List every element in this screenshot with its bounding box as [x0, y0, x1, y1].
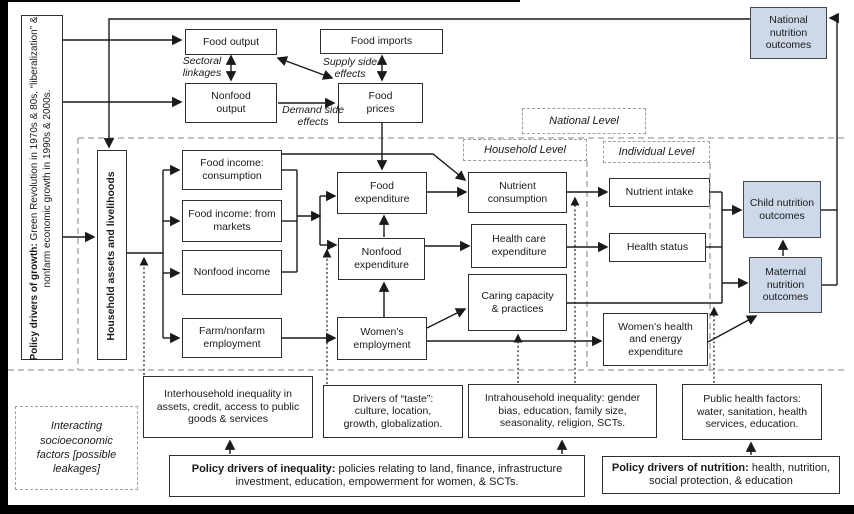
box-food-income-consumption — [182, 150, 282, 190]
food-imports-label: Food imports — [350, 35, 413, 48]
box-public-health-factors — [682, 384, 822, 440]
household-assets-label: Household assets and livelihoods — [104, 171, 117, 341]
box-farm-nonfarm-employment — [182, 318, 282, 358]
box-drivers-of-taste — [323, 385, 463, 438]
policy-inequality-lead: Policy drivers of inequality: — [191, 462, 336, 475]
supply-side-text: Supply side effects — [322, 56, 378, 80]
box-food-imports — [320, 29, 443, 54]
taste-label: Drivers of “taste”: culture, location, growth, globalization. — [343, 392, 443, 430]
nonfood-income-label: Nonfood income — [193, 266, 271, 279]
box-intrahousehold-inequality — [468, 384, 657, 438]
box-interhousehold-inequality — [143, 376, 313, 438]
child-outcomes-label: Child nutrition outcomes — [749, 196, 815, 222]
public-health-label: Public health factors: water, sanitation, health services, education. — [696, 393, 808, 431]
interacting-factors-note — [15, 406, 138, 490]
box-food-prices — [338, 83, 423, 123]
nutrient-intake-label: Nutrient intake — [625, 186, 694, 199]
box-child-nutrition-outcomes — [743, 181, 821, 238]
box-nonfood-income — [182, 250, 282, 295]
policy-growth-text — [29, 16, 54, 361]
level-boundaries — [8, 138, 848, 370]
individual-level-label — [603, 141, 710, 163]
nonfood-expenditure-label: Nonfood expenditure — [354, 246, 409, 271]
box-policy-drivers-of-nutrition — [602, 456, 840, 494]
demand-side-label — [281, 105, 345, 129]
food-income-consumption-label: Food income: consumption — [200, 157, 264, 182]
sectoral-linkages-label — [173, 56, 231, 80]
interhousehold-label: Interhousehold inequality in assets, credit, access to public goods & services — [156, 388, 300, 426]
national-level-label — [522, 108, 646, 134]
bottom-border-bar — [0, 505, 854, 514]
food-output-label: Food output — [202, 35, 260, 48]
box-household-assets — [97, 150, 127, 360]
box-policy-drivers-of-growth — [21, 15, 63, 360]
box-food-expenditure — [337, 172, 427, 214]
health-status-label: Health status — [626, 241, 689, 254]
food-expenditure-label: Food expenditure — [354, 180, 410, 205]
food-income-markets-label: Food income: from markets — [188, 208, 276, 233]
national-outcomes-label: National nutrition outcomes — [765, 14, 812, 52]
sectoral-linkages-text: Sectoral linkages — [182, 55, 222, 79]
policy-nutrition-lead: Policy drivers of nutrition: — [611, 461, 749, 474]
policy-growth-lead: Policy drivers of growth: — [29, 243, 40, 361]
farm-employment-label: Farm/nonfarm employment — [199, 325, 265, 350]
demand-side-text: Demand side effects — [282, 104, 344, 128]
box-food-output — [185, 29, 277, 55]
top-border-bar — [0, 0, 520, 2]
womens-health-label: Women's health and energy expenditure — [618, 320, 693, 358]
intrahousehold-label: Intrahousehold inequality: gender bias, education, family size, seasonality, religion, SCTs. — [484, 392, 641, 430]
policy-growth-rest: Green Revolution in 1970s & 80s, “liberalization” & nonfarm economic growth in 1990s & 2000s. — [29, 16, 53, 288]
policy-nutrition-rest: health, nutrition, social protection, & education — [649, 461, 831, 487]
box-nonfood-expenditure — [338, 238, 425, 280]
policy-inequality-text — [180, 463, 574, 489]
caring-capacity-label: Caring capacity & practices — [481, 289, 554, 315]
box-caring-capacity — [468, 274, 567, 331]
box-health-status — [609, 233, 706, 262]
box-nutrient-consumption — [468, 172, 567, 213]
national-level-text: National Level — [549, 115, 619, 127]
maternal-outcomes-label: Maternal nutrition outcomes — [762, 266, 809, 304]
household-level-label — [463, 139, 587, 161]
box-womens-health — [603, 313, 708, 366]
supply-side-label — [314, 57, 386, 81]
interacting-factors-text: Interacting socioeconomic factors [possible leakages] — [36, 420, 117, 476]
nonfood-output-label: Nonfood output — [211, 90, 251, 115]
health-care-expenditure-label: Health care expenditure — [491, 233, 547, 258]
box-health-care-expenditure — [471, 224, 567, 268]
policy-nutrition-text — [611, 462, 831, 488]
womens-employment-label: Women's employment — [353, 325, 411, 351]
box-nonfood-output — [185, 83, 277, 123]
individual-level-text: Individual Level — [618, 146, 695, 158]
food-prices-label: Food prices — [366, 90, 395, 115]
box-womens-employment — [337, 317, 427, 360]
box-nutrient-intake — [609, 178, 710, 207]
policy-inequality-rest: policies relating to land, finance, infrastructure investment, education, empowerment for women, & SCTs. — [235, 462, 563, 488]
box-national-nutrition-outcomes — [750, 7, 827, 59]
household-level-text: Household Level — [484, 144, 566, 156]
box-maternal-nutrition-outcomes — [749, 257, 822, 313]
nutrient-consumption-label: Nutrient consumption — [487, 179, 548, 205]
left-border-bar — [0, 0, 8, 514]
box-food-income-markets — [182, 200, 282, 242]
box-policy-drivers-of-inequality — [169, 455, 585, 497]
